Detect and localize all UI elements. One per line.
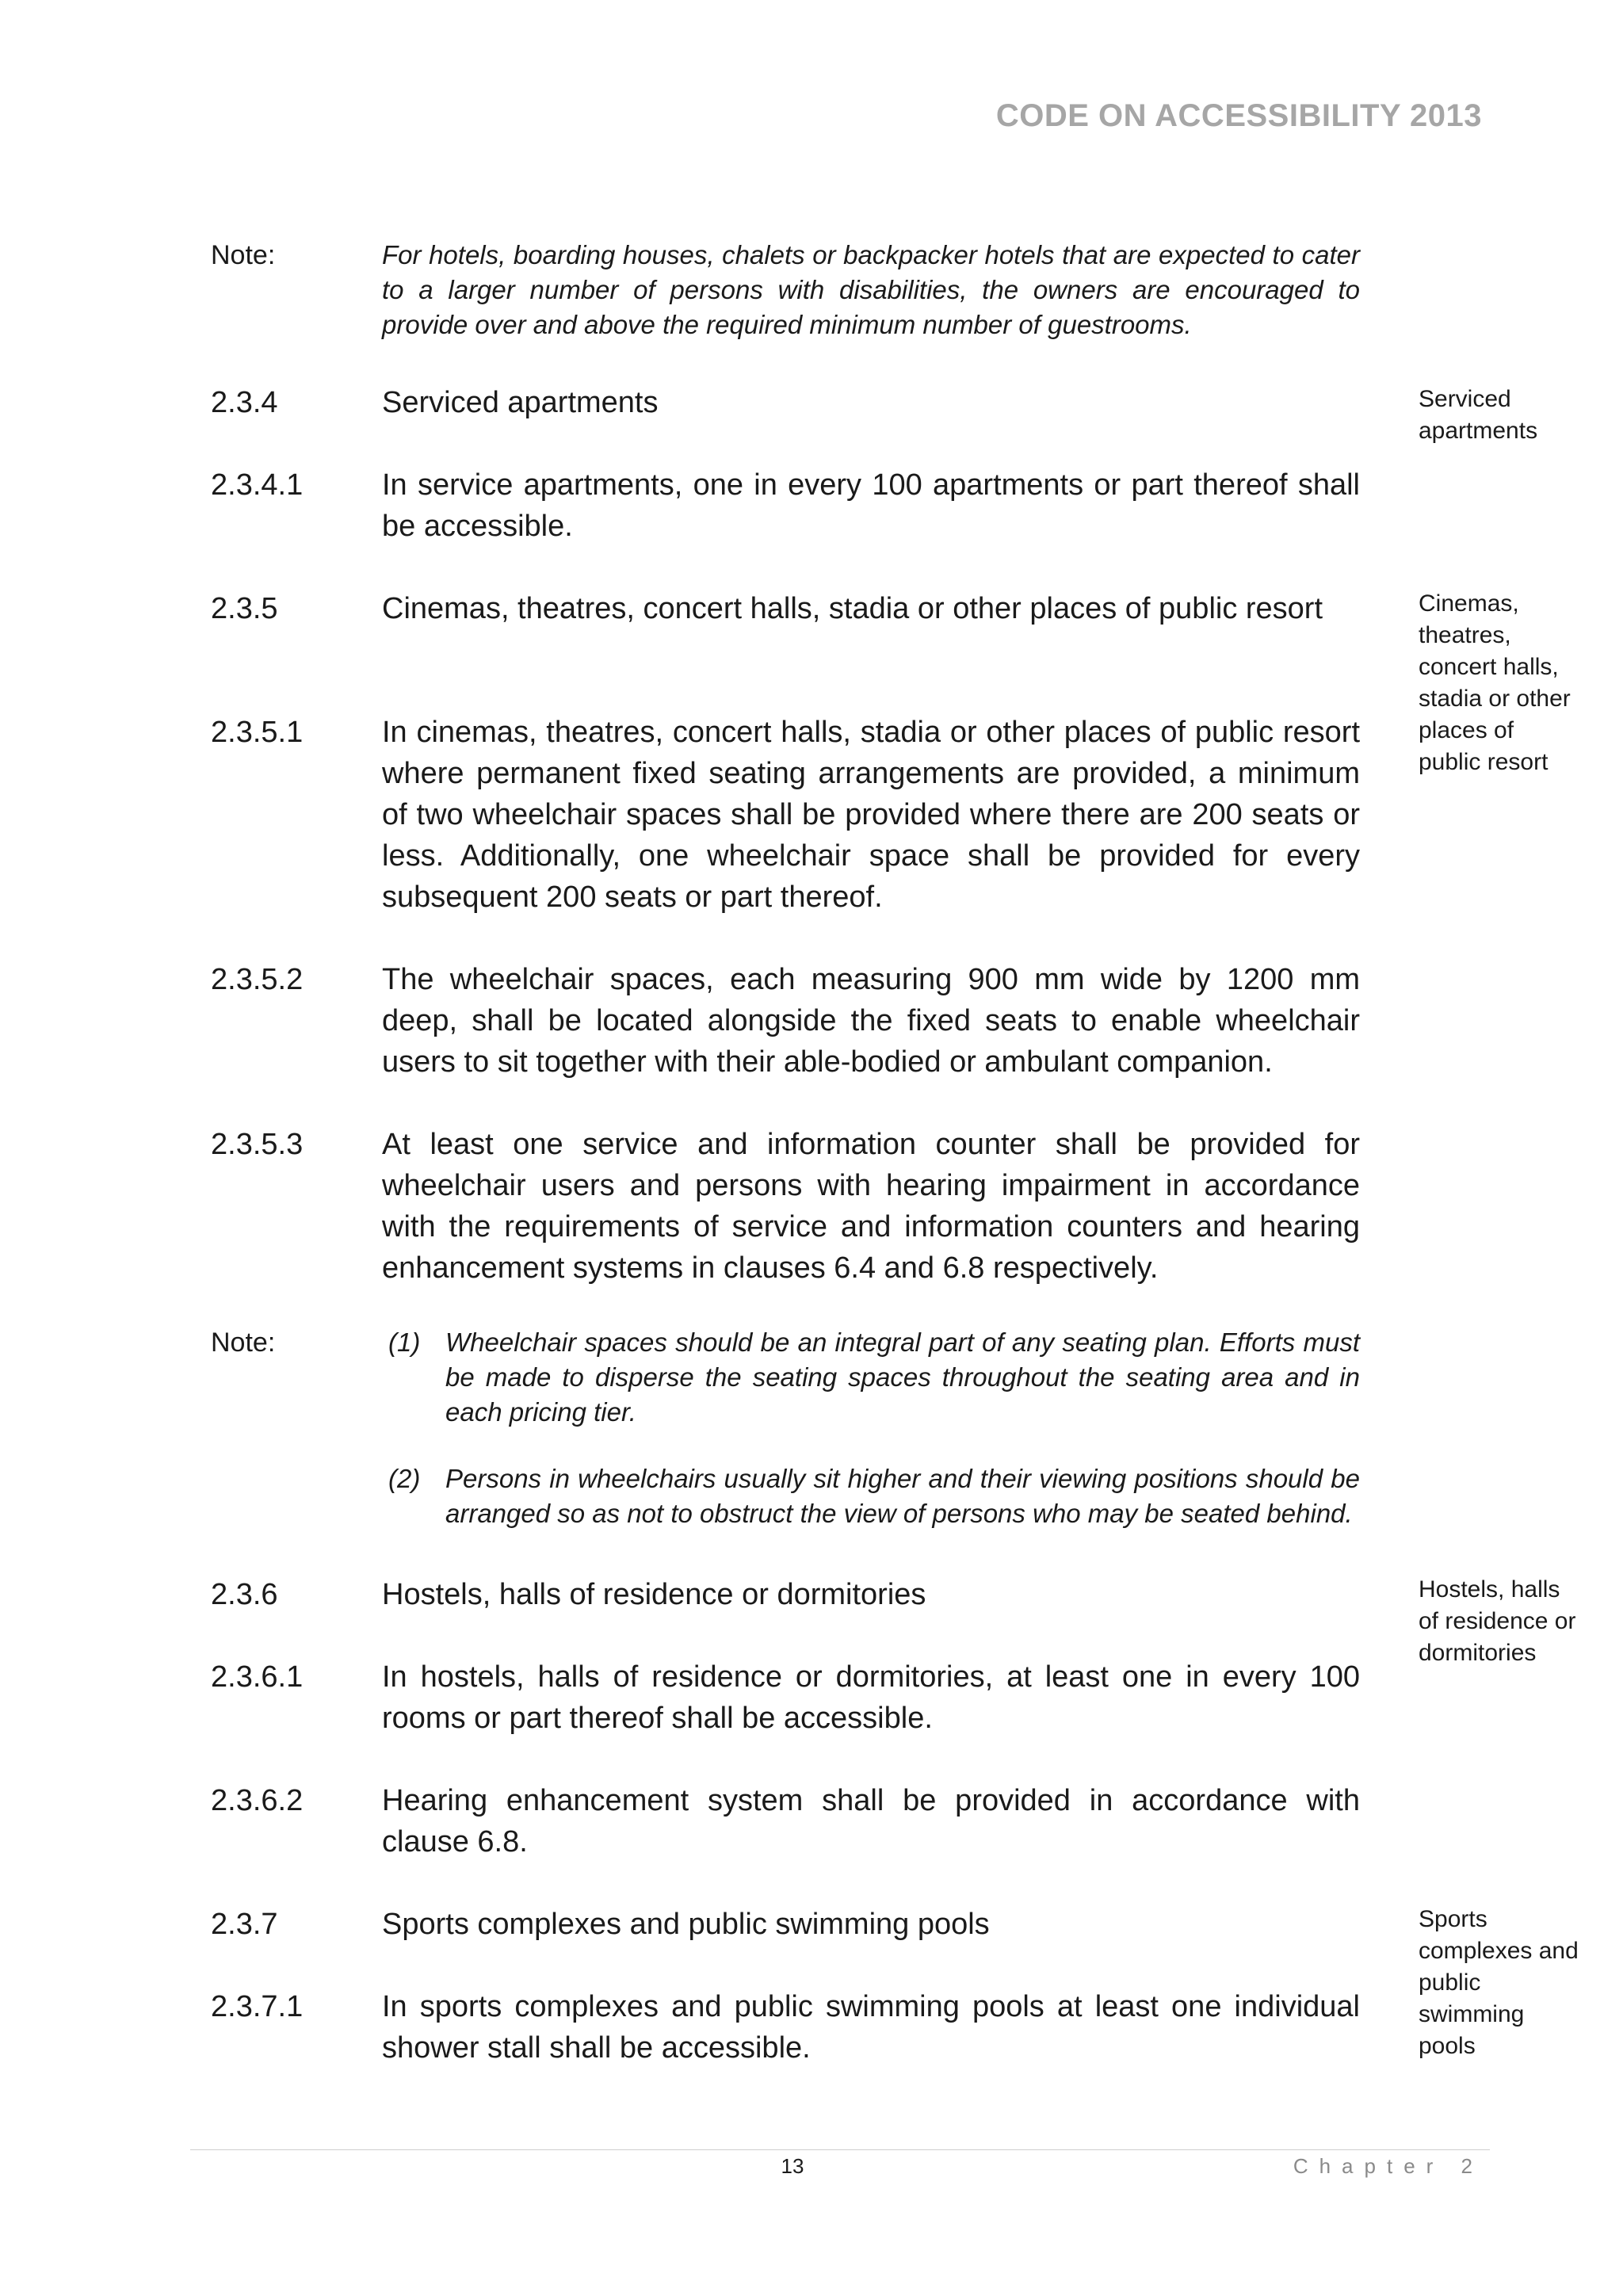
note-item-text: Wheelchair spaces should be an integral part of any seating plan. Efforts must be made to disperse the seating spaces throughout the seating area and in each pricing tier.: [445, 1328, 1360, 1427]
page-number: 13: [781, 2154, 804, 2178]
note-label: Note:: [211, 1328, 276, 1358]
clause-number: 2.3.6.2: [211, 1784, 304, 1817]
margin-note-sports: Sports complexes and public swimming pools: [1419, 1906, 1579, 2059]
section-heading: Serviced apartments: [382, 386, 659, 419]
clause-number: 2.3.5.2: [211, 963, 304, 996]
clause-text: In cinemas, theatres, concert halls, stadia or other places of public resort where permanent fixed seating arrangements are provided, a minimum of two wheelchair spaces shall be provided where there are 200 seats or less. Additionally, one wheelchair space shall be provided for every subsequent 200 seats or part thereof.: [382, 716, 1360, 914]
margin-note-cinemas: Cinemas, theatres, concert halls, stadia or other places of public resort: [1419, 590, 1571, 775]
chapter-label: Chapter 2: [1293, 2154, 1484, 2178]
margin-note-serviced-apartments: Serviced apartments: [1419, 386, 1538, 444]
note-item-marker: (2): [388, 1464, 421, 1493]
running-header-title: CODE ON ACCESSIBILITY 2013: [995, 98, 1482, 133]
margin-note-hostels: Hostels, halls of residence or dormitories: [1419, 1576, 1576, 1666]
clause-number: 2.3.5.1: [211, 716, 304, 749]
clause-text: In service apartments, one in every 100 apartments or part thereof shall be accessible.: [382, 468, 1360, 543]
section-heading: Sports complexes and public swimming pools: [382, 1908, 990, 1941]
clause-text: Hearing enhancement system shall be provided in accordance with clause 6.8.: [382, 1784, 1360, 1859]
clause-text: In hostels, halls of residence or dormitories, at least one in every 100 rooms or part thereof shall be accessible.: [382, 1660, 1360, 1735]
clause-text: In sports complexes and public swimming pools at least one individual shower stall shall be accessible.: [382, 1990, 1360, 2065]
note-text: For hotels, boarding houses, chalets or backpacker hotels that are expected to cater to a larger number of persons with disabilities, the owners are encouraged to provide over and above the required minimum number of guestrooms.: [382, 240, 1360, 339]
section-number: 2.3.4: [211, 386, 278, 419]
section-number: 2.3.5: [211, 592, 278, 625]
section-number: 2.3.7: [211, 1908, 278, 1941]
clause-number: 2.3.6.1: [211, 1660, 304, 1694]
section-number: 2.3.6: [211, 1578, 278, 1611]
section-heading: Cinemas, theatres, concert halls, stadia or other places of public resort: [382, 592, 1323, 625]
clause-number: 2.3.5.3: [211, 1128, 304, 1161]
note-item-marker: (1): [388, 1328, 421, 1357]
note-item-text: Persons in wheelchairs usually sit higher and their viewing positions should be arranged so as not to obstruct the view of persons who may be seated behind.: [445, 1464, 1360, 1528]
note-label: Note:: [211, 240, 276, 270]
clause-number: 2.3.4.1: [211, 468, 304, 502]
clause-text: At least one service and information counter shall be provided for wheelchair users and persons with hearing impairment in accordance with the requirements of service and information counters and hearing enhancement systems in clauses 6.4 and 6.8 respectively.: [382, 1128, 1360, 1285]
section-heading: Hostels, halls of residence or dormitories: [382, 1578, 926, 1611]
clause-number: 2.3.7.1: [211, 1990, 304, 2023]
footer-divider: [190, 2149, 1490, 2150]
clause-text: The wheelchair spaces, each measuring 900 mm wide by 1200 mm deep, shall be located alongside the fixed seats to enable wheelchair users to sit together with their able-bodied or ambulant companion.: [382, 963, 1360, 1079]
